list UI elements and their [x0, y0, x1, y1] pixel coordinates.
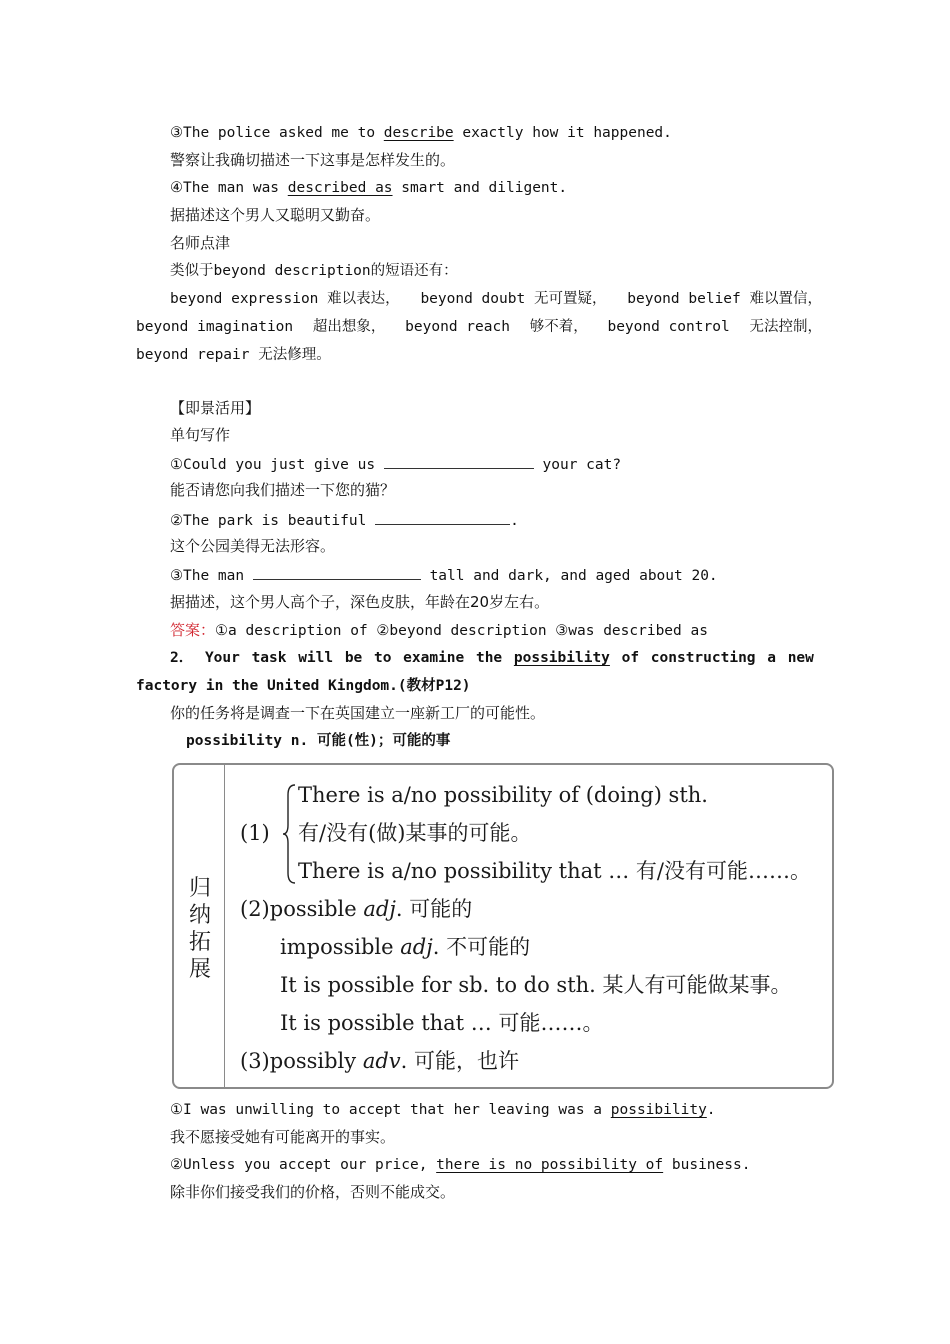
practice-subheading: 单句写作: [170, 426, 231, 444]
tip-heading: 名师点津: [170, 234, 231, 252]
example-possibility-2-translation: 除非你们接受我们的价格，否则不能成交。: [170, 1183, 456, 1201]
word-definition: possibility n. 可能(性)；可能的事: [186, 733, 451, 749]
exercise-3-blank[interactable]: [253, 565, 421, 580]
exercise-1-translation: 能否请您向我们描述一下您的猫？: [170, 481, 396, 499]
summary-box: [172, 763, 834, 1089]
exercise-1-blank[interactable]: [384, 454, 534, 469]
rule-1-pattern-a: There is a/no possibility of (doing) sth.: [298, 783, 708, 807]
rule-2-pattern-a: It is possible for sb. to do sth. 某人有可能做某事。: [280, 973, 792, 997]
exercise-2-translation: 这个公园美得无法形容。: [170, 537, 336, 555]
key-sentence-translation: 你的任务将是调查一下在英国建立一座新工厂的可能性。: [170, 704, 546, 722]
example-possibility-1-translation: 我不愿接受她有可能离开的事实。: [170, 1128, 396, 1146]
rule-3: (3)possibly adv. 可能，也许: [240, 1049, 519, 1073]
exercise-1: ①Could you just give us your cat?: [170, 454, 621, 474]
rule-2-pattern-b: It is possible that … 可能……。: [280, 1011, 604, 1035]
tip-intro: 类似于beyond description的短语还有：: [170, 263, 458, 279]
example-sentence-3: ③The police asked me to describe exactly how it happened.: [170, 125, 672, 141]
example-sentence-4: ④The man was described as smart and diligent.: [170, 180, 568, 196]
rule-2: (2)possible adj. 可能的: [240, 897, 473, 921]
left-brace-icon: [282, 783, 296, 885]
phrase-line-2: beyond imagination 超出想象， beyond reach 够不着， beyond control 无法控制，: [136, 319, 822, 335]
key-sentence-line-1: 2． Your task will be to examine the possibility of constructing a new: [170, 650, 814, 666]
box-side-label: 归 纳 拓 展: [188, 876, 211, 982]
key-sentence-line-2: factory in the United Kingdom.(教材P12): [136, 678, 471, 694]
exercise-3: ③The man tall and dark, and aged about 20.: [170, 565, 718, 585]
example-possibility-1: ①I was unwilling to accept that her leaving was a possibility.: [170, 1102, 716, 1118]
box-divider: [224, 765, 225, 1087]
example-translation-4: 据描述这个男人又聪明又勤奋。: [170, 206, 381, 224]
answers: 答案：①a description of ②beyond description ③was described as: [170, 621, 708, 639]
example-possibility-2: ②Unless you accept our price, there is no possibility of business.: [170, 1157, 751, 1173]
practice-heading: 【即景活用】: [170, 399, 261, 417]
rule-2-impossible: impossible adj. 不可能的: [280, 935, 531, 959]
rule-1-pattern-b: There is a/no possibility that … 有/没有可能……。: [298, 859, 811, 883]
exercise-3-translation: 据描述，这个男人高个子，深色皮肤，年龄在20岁左右。: [170, 593, 550, 611]
example-translation-3: 警察让我确切描述一下这事是怎样发生的。: [170, 151, 456, 169]
exercise-2-blank[interactable]: [375, 510, 510, 525]
phrase-line-1: beyond expression 难以表达， beyond doubt 无可置疑， beyond belief 难以置信，: [170, 291, 822, 307]
rule-1-pattern-a-cn: 有/没有(做)某事的可能。: [298, 821, 532, 845]
exercise-2: ②The park is beautiful .: [170, 510, 519, 530]
phrase-line-3: beyond repair 无法修理。: [136, 347, 331, 363]
rule-number-1: (1): [240, 821, 270, 845]
